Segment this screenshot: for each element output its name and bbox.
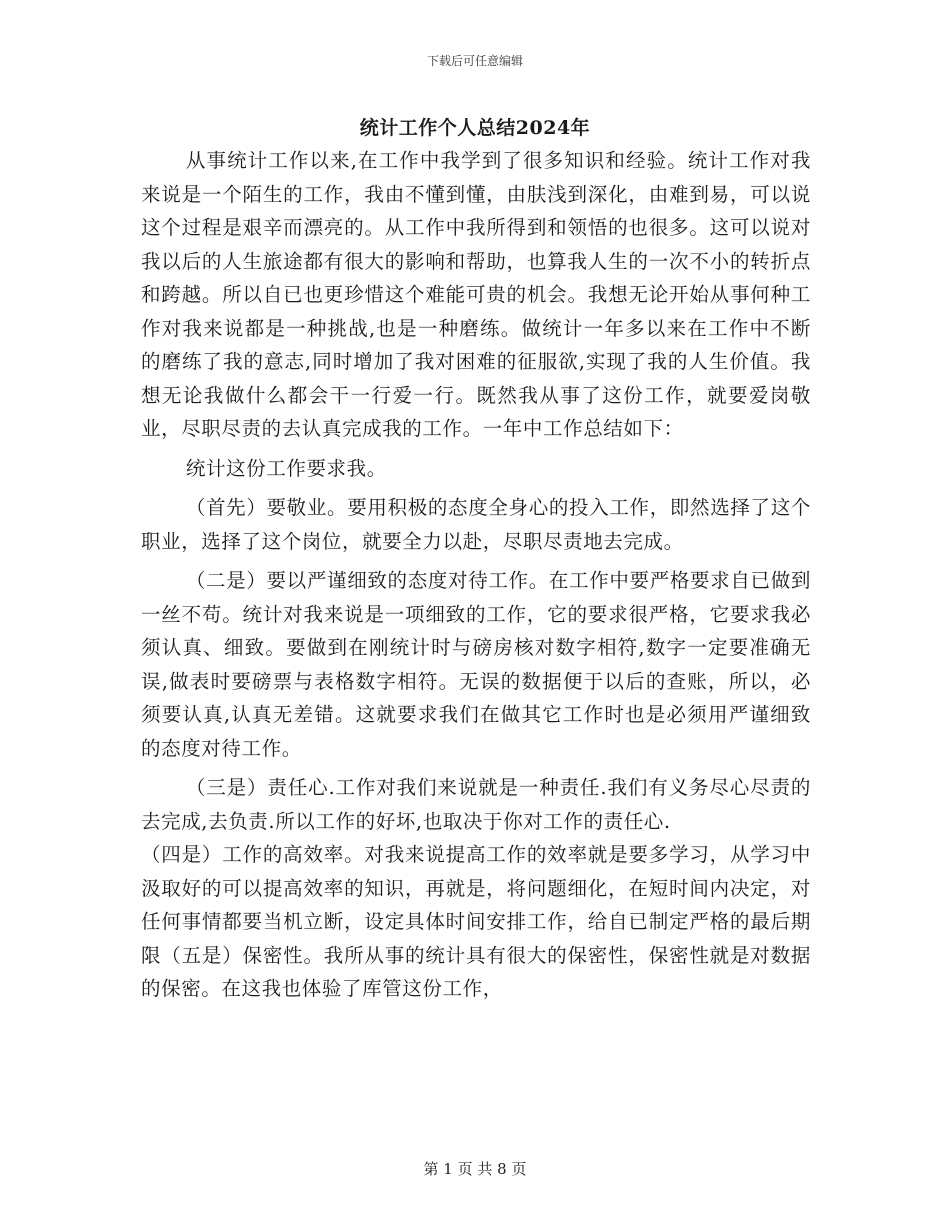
page-header-note: 下载后可任意编辑 bbox=[426, 54, 523, 68]
paragraph-third: （三是）责任心.工作对我们来说就是一种责任.我们有义务尽心尽责的去完成,去负责.所以工作的好坏,也取决于你对工作的责任心. bbox=[141, 776, 811, 833]
paragraph-second: （二是）要以严谨细致的态度对待工作。在工作中要严格要求自已做到一丝不苟。统计对我来说是一项细致的工作，它的要求很严格，它要求我必须认真、细致。要做到在刚统计时与磅房核对数字相符,数字一定要准确无误,做表时要磅票与表格数字相符。无误的数据便于以后的查账，所以，必须要认真,认真无差错。这就要求我们在做其它工作时也是必须用严谨细致的态度对待工作。 bbox=[141, 569, 811, 760]
paragraph-fourth: （四是）工作的高效率。对我来说提高工作的效率就是要多学习，从学习中汲取好的可以提高效率的知识，再就是，将问题细化，在短时间内决定，对任何事情都要当机立断，设定具体时间安排工作，给自已制定严格的最后期限（五是）保密性。我所从事的统计具有很大的保密性，保密性就是对数据的保密。在这我也体验了库管这份工作， bbox=[141, 843, 811, 1000]
paragraph-intro: 从事统计工作以来,在工作中我学到了很多知识和经验。统计工作对我来说是一个陌生的工作，我由不懂到懂，由肤浅到深化，由难到易，可以说这个过程是艰辛而漂亮的。从工作中我所得到和领悟的也很多。这可以说对我以后的人生旅途都有很大的影响和帮助，也算我人生的一次不小的转折点和跨越。所以自已也更珍惜这个难能可贵的机会。我想无论开始从事何种工作对我来说都是一种挑战,也是一种磨练。做统计一年多以来在工作中不断的磨练了我的意志,同时增加了我对困难的征服欲,实现了我的人生价值。我想无论我做什么都会干一行爱一行。既然我从事了这份工作，就要爱岗敬业，尽职尽责的去认真完成我的工作。一年中工作总结如下： bbox=[141, 149, 811, 440]
paragraph-first: （首先）要敬业。要用积极的态度全身心的投入工作，即然选择了这个职业，选择了这个岗位，就要全力以赴，尽职尽责地去完成。 bbox=[141, 496, 811, 553]
document-title: 统计工作个人总结2024年 bbox=[359, 117, 591, 139]
paragraph-requirements: 统计这份工作要求我。 bbox=[185, 456, 387, 480]
page-number: 第 1 页 共 8 页 bbox=[423, 1160, 527, 1178]
document-body bbox=[141, 144, 811, 1006]
